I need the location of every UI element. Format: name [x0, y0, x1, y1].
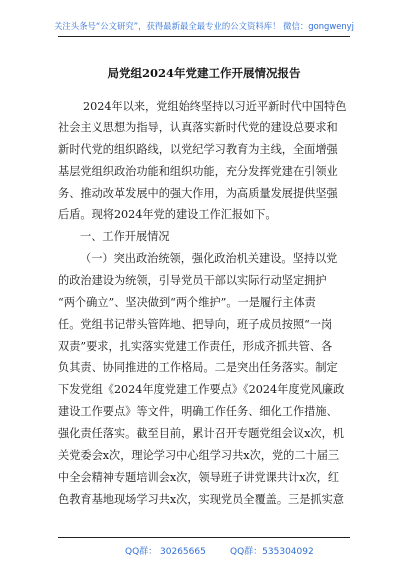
body-line: 务、推动改革发展中的强大作用，为高质量发展提供坚强 [58, 187, 338, 200]
footer-divider [58, 537, 350, 538]
document-title: 局党组2024年党建工作开展情况报告 [107, 66, 301, 80]
body-line: 双责”要求，扎实落实党建工作责任，形成齐抓共管、各 [58, 340, 333, 353]
body-line: 任。党组书记带头管阵地、把导向，班子成员按照“一岗 [58, 318, 333, 331]
body-line: 负其责、协同推进的工作格局。二是突出任务落实。制定 [58, 361, 338, 374]
body-line: 关党委会x次，理论学习中心组学习共x次，党的二十届三 [58, 449, 340, 462]
section-heading: 一、工作开展情况 [80, 230, 170, 243]
qq-group-2: QQ群：535304092 [230, 547, 314, 557]
body-line: 建设工作要点》等文件，明确工作任务、细化工作措施、 [58, 405, 338, 418]
body-line: （一）突出政治统领，强化政治机关建设。坚持以党 [80, 252, 338, 265]
body-line: 2024年以来，党组始终坚持以习近平新时代中国特色 [83, 100, 347, 113]
body-line: “两个确立”、坚决做到“两个维护”。一是履行主体责 [58, 296, 316, 309]
body-line: 下发党组《2024年度党建工作要点》《2024年度党风廉政 [58, 383, 345, 396]
body-line: 中全会精神专题培训会x次，领导班子讲党课共计x次，红 [58, 471, 340, 484]
body-line: 社会主义思想为指导，认真落实新时代党的建设总要求和 [58, 121, 338, 134]
body-line: 色教育基地现场学习共x次，实现党员全覆盖。三是抓实意 [58, 493, 344, 506]
body-line: 基层党组织政治功能和组织功能，充分发挥党建在引领业 [58, 165, 338, 178]
body-line: 强化责任落实。截至目前，累计召开专题党组会议x次，机 [58, 427, 344, 440]
header-banner: 关注头条号“公文研究”，获得最新最全最专业的公文资料库！ 微信：gongwenyj [54, 21, 354, 31]
body-line: 的政治建设为统领，引导党员干部以实际行动坚定拥护 [58, 274, 327, 287]
body-line: 新时代党的组织路线，以党纪学习教育为主线，全面增强 [58, 143, 338, 156]
body-line: 后盾。现将2024年党的建设工作汇报如下。 [58, 208, 277, 221]
qq-group-1: QQ群： 30265665 [125, 547, 206, 557]
